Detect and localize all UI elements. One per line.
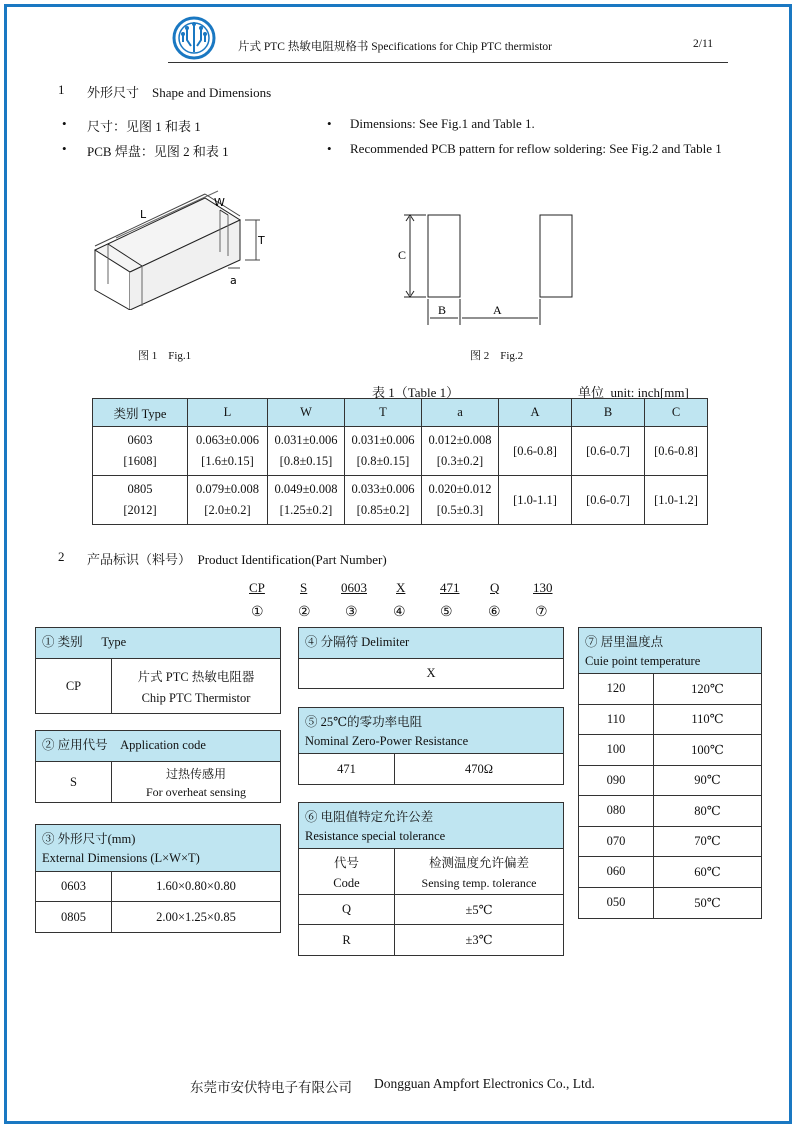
- table-cell: 0603: [61, 879, 86, 893]
- type-box: [35, 627, 281, 714]
- table-cell: 110: [606, 711, 626, 726]
- circuit-logo-icon: [172, 16, 216, 60]
- table-row: [579, 674, 761, 705]
- table-cell: 60℃: [653, 857, 761, 887]
- dimensions-table: [92, 398, 708, 525]
- table-row: [299, 849, 563, 895]
- resistance-box: [298, 707, 564, 785]
- table-cell: 120: [606, 681, 626, 696]
- table-cell: ±3℃: [394, 925, 563, 955]
- table-row: [36, 872, 280, 902]
- bullet-dot: •: [327, 141, 332, 156]
- bullet-dot: •: [62, 141, 67, 156]
- circle-7: ⑦: [535, 605, 548, 620]
- table-cell: 080: [606, 803, 626, 818]
- table-cell: 1.60×0.80×0.80: [111, 872, 280, 901]
- table-cell: [0.6-0.7]: [572, 427, 645, 476]
- header-rule: [168, 62, 728, 63]
- external-dimensions-header: ③ 外形尺寸(mm) External Dimensions (L×W×T): [36, 825, 280, 872]
- table-cell: Q: [341, 902, 352, 916]
- curie-point-header: ⑦ 居里温度点 Cuie point temperature: [579, 628, 761, 674]
- section2-number: 2: [58, 549, 65, 564]
- table-row: [579, 705, 761, 736]
- table-cell: [1.0-1.2]: [645, 476, 708, 525]
- table-row: [579, 796, 761, 827]
- table-cell: 0805: [61, 909, 86, 924]
- circle-1: ①: [251, 605, 264, 620]
- bullet-en-1: Dimensions: See Fig.1 and Table 1.: [350, 116, 535, 131]
- fig1-caption: 图 1 Fig.1: [138, 350, 192, 362]
- fig2-label-A: A: [493, 303, 502, 317]
- table-cell: 100: [606, 742, 626, 757]
- table-row: [579, 766, 761, 797]
- table-cell: [0.6-0.8]: [645, 427, 708, 476]
- company-logo: [172, 16, 216, 60]
- external-dimensions-box: [35, 824, 281, 933]
- table-cell: 120℃: [653, 674, 761, 704]
- application-box: [35, 730, 281, 803]
- table1-unit: 单位 unit: inch[mm]: [578, 385, 689, 400]
- fig2-label-C: C: [398, 248, 407, 262]
- table-cell: 0603 [1608]: [93, 427, 188, 476]
- table-cell: 2.00×1.25×0.85: [111, 902, 280, 932]
- table-cell: [0.6-0.8]: [499, 427, 572, 476]
- section1-number: 1: [58, 82, 65, 97]
- fig2-pcb-drawing: [390, 205, 580, 330]
- circle-4: ④: [393, 605, 406, 620]
- circle-3: ③: [345, 605, 358, 620]
- table-cell: 050: [606, 895, 626, 910]
- table-cell: 50℃: [653, 888, 761, 919]
- tolerance-col2-header: 检测温度允许偏差 Sensing temp. tolerance: [394, 849, 563, 894]
- table-cell: 0.031±0.006 [0.8±0.15]: [268, 427, 345, 476]
- table-row: [579, 735, 761, 766]
- table-header: C: [645, 399, 708, 427]
- table-cell: 90℃: [653, 766, 761, 796]
- resistance-value: 470Ω: [394, 754, 563, 784]
- section2-title: 产品标识（料号） Product Identification(Part Number): [87, 552, 387, 567]
- table-row: [36, 902, 280, 932]
- table-cell: 0.049±0.008 [1.25±0.2]: [268, 476, 345, 525]
- tolerance-box: [298, 802, 564, 956]
- fig2-label-B: B: [438, 303, 447, 317]
- table-row: [579, 827, 761, 858]
- table-header: T: [345, 399, 422, 427]
- fig1-chip-drawing: [80, 190, 270, 310]
- fig1-label-W: W: [214, 196, 225, 209]
- fig1-label-T: T: [258, 234, 265, 247]
- table-row: [36, 659, 280, 713]
- table-cell: 110℃: [653, 705, 761, 735]
- part-code-cp: CP: [249, 580, 265, 595]
- delimiter-header: ④ 分隔符 Delimiter: [299, 628, 563, 659]
- page-number: 2/11: [693, 38, 714, 50]
- part-code-delimiter: X: [396, 580, 406, 595]
- application-box-header: ② 应用代号 Application code: [36, 731, 280, 762]
- table-cell: 0.020±0.012 [0.5±0.3]: [422, 476, 499, 525]
- delimiter-value: X: [426, 666, 436, 680]
- table-cell: 80℃: [653, 796, 761, 826]
- table-cell: 100℃: [653, 735, 761, 765]
- document-title: 片式 PTC 热敏电阻规格书 Specifications for Chip PTC thermistor: [238, 41, 552, 53]
- fig2-caption: 图 2 Fig.2: [470, 350, 524, 362]
- table-cell: [0.6-0.7]: [572, 476, 645, 525]
- delimiter-box: [298, 627, 564, 689]
- section1-title: 外形尺寸 Shape and Dimensions: [87, 85, 272, 100]
- curie-point-box: [578, 627, 762, 919]
- table-cell: R: [342, 932, 351, 947]
- table-row: [299, 659, 563, 688]
- table-header: A: [499, 399, 572, 427]
- table-header: L: [188, 399, 268, 427]
- tolerance-header: ⑥ 电阻值特定允许公差 Resistance special tolerance: [299, 803, 563, 849]
- table-cell: 70℃: [653, 827, 761, 857]
- tolerance-col1-header: 代号 Code: [333, 855, 360, 890]
- table-cell: 090: [606, 772, 626, 787]
- table-header: 类别 Type: [93, 399, 188, 427]
- part-code-size: 0603: [341, 580, 367, 595]
- table-cell: 0.063±0.006 [1.6±0.15]: [188, 427, 268, 476]
- table-cell: 0.012±0.008 [0.3±0.2]: [422, 427, 499, 476]
- circle-5: ⑤: [440, 605, 453, 620]
- footer-company-en: Dongguan Ampfort Electronics Co., Ltd.: [374, 1076, 595, 1091]
- bullet-en-2: Recommended PCB pattern for reflow soldering: See Fig.2 and Table 1: [350, 141, 722, 156]
- table-row: [579, 857, 761, 888]
- table-row: [579, 888, 761, 919]
- table-cell: 0.079±0.008 [2.0±0.2]: [188, 476, 268, 525]
- circle-2: ②: [298, 605, 311, 620]
- table-header: W: [268, 399, 345, 427]
- table1-title: 表 1（Table 1）: [372, 385, 460, 400]
- table-cell: ±5℃: [394, 895, 563, 924]
- bullet-cn-1: 尺寸：见图 1 和表 1: [87, 119, 201, 134]
- table-header: B: [572, 399, 645, 427]
- footer-company-cn: 东莞市安伏特电子有限公司: [190, 1080, 352, 1095]
- circle-6: ⑥: [488, 605, 501, 620]
- bullet-dot: •: [327, 116, 332, 131]
- type-desc: 片式 PTC 热敏电阻器 Chip PTC Thermistor: [111, 659, 280, 713]
- bullet-cn-2: PCB 焊盘：见图 2 和表 1: [87, 144, 229, 159]
- part-code-resistance: 471: [440, 580, 460, 595]
- table-cell: 0.033±0.006 [0.85±0.2]: [345, 476, 422, 525]
- resistance-code: 471: [337, 761, 356, 776]
- table-cell: 0805 [2012]: [93, 476, 188, 525]
- table-cell: [1.0-1.1]: [499, 476, 572, 525]
- table-row: [299, 754, 563, 784]
- bullet-dot: •: [62, 116, 67, 131]
- fig1-label-L: L: [140, 208, 147, 221]
- table-cell: 0.031±0.006 [0.8±0.15]: [345, 427, 422, 476]
- table-header: a: [422, 399, 499, 427]
- part-code-curie: 130: [533, 580, 553, 595]
- part-code-tolerance: Q: [490, 580, 500, 595]
- type-code: CP: [65, 678, 82, 693]
- type-box-header: ① 类别 Type: [36, 628, 280, 659]
- resistance-header: ⑤ 25℃的零功率电阻 Nominal Zero-Power Resistance: [299, 708, 563, 754]
- part-code-s: S: [300, 580, 308, 595]
- fig1-label-a: a: [230, 274, 237, 287]
- table-cell: 060: [606, 864, 626, 879]
- application-code: S: [70, 774, 77, 789]
- table-row: [93, 476, 708, 525]
- table-cell: 070: [606, 833, 626, 848]
- application-desc: 过热传感用 For overheat sensing: [111, 762, 280, 802]
- table-row: [93, 427, 708, 476]
- table-row: [299, 925, 563, 955]
- table-row: [299, 895, 563, 925]
- table-row: [36, 762, 280, 802]
